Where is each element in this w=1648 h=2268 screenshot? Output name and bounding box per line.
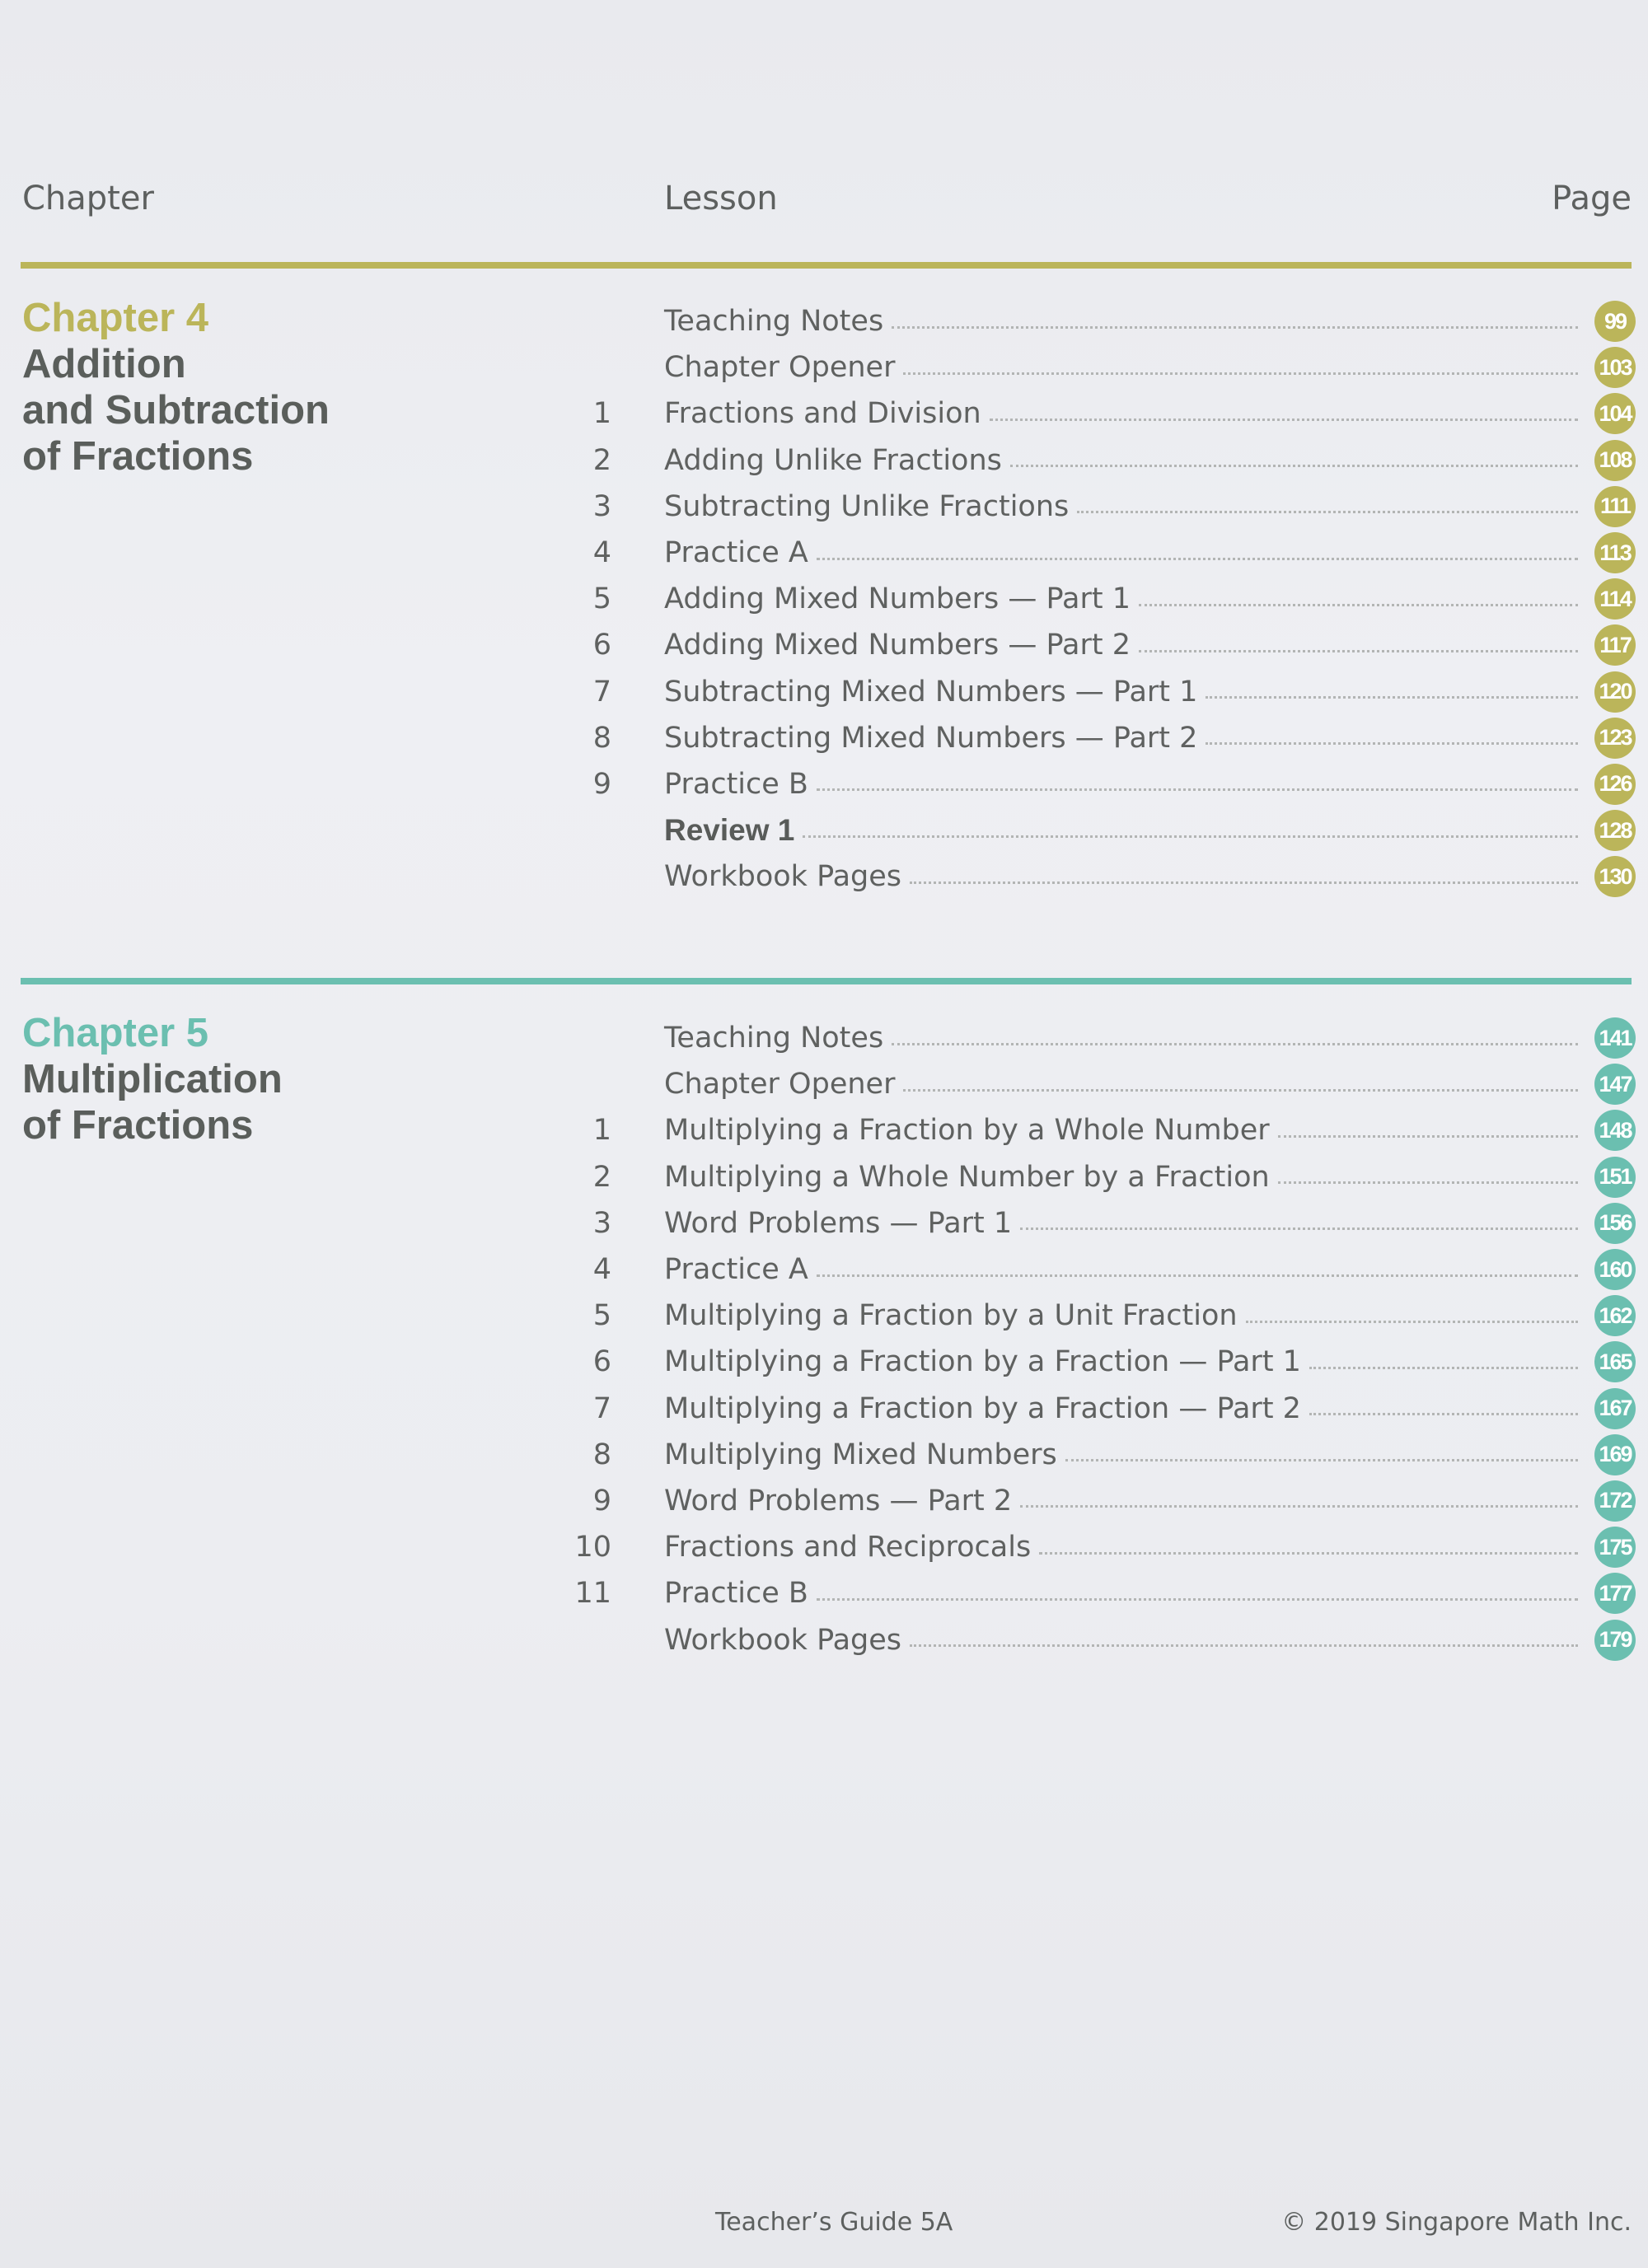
dot-leader	[1039, 1552, 1578, 1555]
dot-leader	[1278, 1181, 1578, 1184]
lesson-title: Multiplying a Fraction by a Unit Fraction	[664, 1299, 1238, 1333]
chapter-4-title-line: of Fractions	[22, 434, 254, 479]
lesson-number: 1	[592, 1114, 611, 1148]
chapter-4-lesson-list	[569, 298, 1636, 900]
lesson-title: Chapter Opener	[664, 351, 896, 385]
toc-entry	[569, 344, 1636, 390]
lesson-title-wrap	[664, 1577, 1578, 1610]
dot-leader	[1309, 1413, 1578, 1415]
lesson-title: Subtracting Unlike Fractions	[664, 489, 1070, 523]
lesson-title-wrap	[664, 490, 1578, 523]
footer-copyright: © 2019 Singapore Math Inc.	[1281, 2208, 1632, 2237]
lesson-title: Adding Mixed Numbers — Part 1	[664, 582, 1131, 616]
lesson-number: 5	[592, 1299, 611, 1333]
lesson-title: Practice A	[664, 1253, 808, 1287]
lesson-number: 1	[592, 397, 611, 431]
lesson-number: 2	[592, 1160, 611, 1194]
toc-entry	[569, 1616, 1636, 1662]
dot-leader	[817, 558, 1578, 560]
column-header-lesson: Lesson	[664, 180, 778, 217]
column-header-page: Page	[1552, 180, 1632, 217]
lesson-title-wrap	[664, 444, 1578, 477]
toc-entry	[569, 1524, 1636, 1570]
dot-leader	[1309, 1367, 1578, 1369]
lesson-title-wrap	[664, 1161, 1578, 1194]
lesson-title: Multiplying a Fraction by a Whole Number	[664, 1114, 1270, 1148]
lesson-title: Practice B	[664, 767, 808, 801]
lesson-title: Multiplying a Whole Number by a Fraction	[664, 1160, 1270, 1194]
toc-entry	[569, 1570, 1636, 1616]
lesson-number: 6	[592, 629, 611, 662]
toc-entry	[569, 437, 1636, 484]
chapter-4-title-line: and Subtraction	[22, 388, 330, 433]
dot-leader	[803, 835, 1578, 838]
chapter-4-title-line: Addition	[22, 342, 186, 386]
lesson-title: Chapter Opener	[664, 1068, 896, 1101]
dot-leader	[1010, 465, 1578, 467]
page-number-badge: 169	[1594, 1434, 1636, 1475]
lesson-title: Practice A	[664, 536, 808, 570]
page-number-badge: 103	[1594, 347, 1636, 388]
lesson-title-wrap	[664, 1022, 1578, 1055]
lesson-title-wrap	[664, 722, 1578, 755]
toc-entry	[569, 853, 1636, 900]
page-number-badge: 114	[1594, 578, 1636, 620]
lesson-title-wrap	[664, 1253, 1578, 1286]
lesson-number: 9	[592, 767, 611, 801]
lesson-title-wrap	[664, 813, 1578, 848]
lesson-title-wrap	[664, 676, 1578, 708]
chapter-5-divider	[21, 978, 1632, 984]
lesson-title: Adding Unlike Fractions	[664, 443, 1002, 477]
lesson-number: 4	[592, 536, 611, 570]
lesson-title-wrap	[664, 768, 1578, 801]
dot-leader	[990, 419, 1578, 421]
chapter-5-title-line: of Fractions	[22, 1103, 254, 1148]
lesson-title: Workbook Pages	[664, 860, 902, 894]
page-number-badge: 172	[1594, 1480, 1636, 1522]
page-number-badge: 141	[1594, 1017, 1636, 1059]
chapter-5-heading	[22, 1010, 283, 1148]
lesson-title: Multiplying Mixed Numbers	[664, 1438, 1057, 1471]
chapter-5-number: Chapter 5	[22, 1011, 209, 1055]
lesson-title: Fractions and Reciprocals	[664, 1531, 1032, 1564]
dot-leader	[1246, 1321, 1578, 1323]
toc-entry	[569, 484, 1636, 530]
page-number-badge: 104	[1594, 393, 1636, 434]
lesson-number: 8	[592, 721, 611, 755]
toc-entry	[569, 1061, 1636, 1107]
lesson-number: 10	[574, 1531, 611, 1564]
toc-entry	[569, 1200, 1636, 1246]
lesson-title-wrap	[664, 1299, 1578, 1332]
page-number-badge: 151	[1594, 1157, 1636, 1198]
lesson-number: 5	[592, 582, 611, 616]
dot-leader	[892, 326, 1578, 329]
toc-entry	[569, 761, 1636, 807]
toc-entry	[569, 1107, 1636, 1153]
lesson-title: Teaching Notes	[664, 1022, 884, 1055]
page-number-badge: 108	[1594, 440, 1636, 481]
dot-leader	[903, 1089, 1578, 1092]
toc-entry	[569, 390, 1636, 437]
toc-entry	[569, 1246, 1636, 1293]
page-number-badge: 117	[1594, 624, 1636, 666]
dot-leader	[817, 788, 1578, 791]
lesson-number: 6	[592, 1345, 611, 1379]
toc-entry	[569, 1154, 1636, 1200]
lesson-title: Review 1	[664, 813, 795, 848]
dot-leader	[910, 1644, 1578, 1647]
page-number-badge: 99	[1594, 301, 1636, 342]
dot-leader	[1020, 1505, 1578, 1508]
lesson-title-wrap	[664, 1485, 1578, 1517]
lesson-number: 8	[592, 1438, 611, 1471]
page-number-badge: 120	[1594, 671, 1636, 713]
dot-leader	[1077, 511, 1578, 513]
lesson-number: 4	[592, 1253, 611, 1287]
toc-entry	[569, 622, 1636, 668]
footer-book-title: Teacher’s Guide 5A	[715, 2208, 953, 2237]
toc-entry	[569, 1293, 1636, 1339]
lesson-number: 7	[592, 1391, 611, 1425]
toc-entry	[569, 1432, 1636, 1478]
lesson-title-wrap	[664, 1438, 1578, 1471]
page-number-badge: 179	[1594, 1620, 1636, 1661]
dot-leader	[1020, 1228, 1578, 1230]
page-number-badge: 165	[1594, 1341, 1636, 1382]
lesson-title: Adding Mixed Numbers — Part 2	[664, 629, 1131, 662]
page-number-badge: 123	[1594, 718, 1636, 759]
lesson-number: 9	[592, 1484, 611, 1517]
lesson-title-wrap	[664, 1531, 1578, 1564]
column-header-chapter: Chapter	[22, 180, 154, 217]
page-number-badge: 128	[1594, 810, 1636, 851]
lesson-title-wrap	[664, 1392, 1578, 1425]
lesson-number: 7	[592, 675, 611, 708]
lesson-title-wrap	[664, 305, 1578, 338]
chapter-4-divider	[21, 262, 1632, 269]
lesson-title: Subtracting Mixed Numbers — Part 1	[664, 675, 1198, 708]
lesson-title: Multiplying a Fraction by a Fraction — Part 1	[664, 1345, 1301, 1379]
page-number-badge: 147	[1594, 1064, 1636, 1105]
lesson-title-wrap	[664, 1068, 1578, 1101]
dot-leader	[1139, 650, 1578, 652]
chapter-5-title-line: Multiplication	[22, 1057, 283, 1101]
lesson-title-wrap	[664, 629, 1578, 662]
page-number-badge: 148	[1594, 1110, 1636, 1151]
lesson-title: Word Problems — Part 1	[664, 1206, 1013, 1240]
dot-leader	[892, 1043, 1578, 1045]
dot-leader	[1065, 1459, 1578, 1461]
dot-leader	[817, 1274, 1578, 1277]
lesson-title-wrap	[664, 1114, 1578, 1147]
chapter-4-number: Chapter 4	[22, 296, 209, 340]
page-number-badge: 113	[1594, 532, 1636, 573]
dot-leader	[1278, 1135, 1578, 1138]
lesson-title-wrap	[664, 536, 1578, 569]
lesson-title-wrap	[664, 1207, 1578, 1240]
toc-entry	[569, 298, 1636, 344]
lesson-title: Practice B	[664, 1577, 808, 1611]
lesson-title-wrap	[664, 1345, 1578, 1378]
page-number-badge: 160	[1594, 1249, 1636, 1290]
lesson-number: 3	[592, 1206, 611, 1240]
lesson-number: 2	[592, 443, 611, 477]
page-number-badge: 162	[1594, 1295, 1636, 1336]
page-number-badge: 126	[1594, 764, 1636, 805]
dot-leader	[1206, 742, 1578, 745]
dot-leader	[910, 881, 1578, 884]
chapter-5-lesson-list	[569, 1015, 1636, 1663]
toc-entry	[569, 1386, 1636, 1432]
toc-entry	[569, 807, 1636, 853]
lesson-title-wrap	[664, 397, 1578, 430]
page-number-badge: 130	[1594, 856, 1636, 897]
lesson-title: Subtracting Mixed Numbers — Part 2	[664, 721, 1198, 755]
dot-leader	[817, 1598, 1578, 1601]
toc-entry	[569, 530, 1636, 576]
page-number-badge: 111	[1594, 486, 1636, 527]
page-number-badge: 175	[1594, 1527, 1636, 1568]
page-number-badge: 156	[1594, 1203, 1636, 1244]
lesson-number: 11	[574, 1577, 611, 1611]
dot-leader	[903, 372, 1578, 375]
lesson-title: Fractions and Division	[664, 397, 981, 431]
dot-leader	[1206, 696, 1578, 699]
toc-entry	[569, 1015, 1636, 1061]
lesson-title: Workbook Pages	[664, 1623, 902, 1657]
lesson-title-wrap	[664, 860, 1578, 893]
toc-entry	[569, 1478, 1636, 1524]
lesson-title: Word Problems — Part 2	[664, 1484, 1013, 1517]
lesson-title: Teaching Notes	[664, 305, 884, 339]
lesson-title: Multiplying a Fraction by a Fraction — Part 2	[664, 1391, 1301, 1425]
lesson-number: 3	[592, 489, 611, 523]
page-number-badge: 167	[1594, 1388, 1636, 1429]
lesson-title-wrap	[664, 1624, 1578, 1657]
lesson-title-wrap	[664, 582, 1578, 615]
toc-entry	[569, 669, 1636, 715]
toc-entry	[569, 1339, 1636, 1385]
lesson-title-wrap	[664, 351, 1578, 384]
page-number-badge: 177	[1594, 1573, 1636, 1614]
chapter-4-heading	[22, 295, 330, 479]
toc-entry	[569, 715, 1636, 761]
toc-entry	[569, 576, 1636, 622]
dot-leader	[1139, 604, 1578, 606]
